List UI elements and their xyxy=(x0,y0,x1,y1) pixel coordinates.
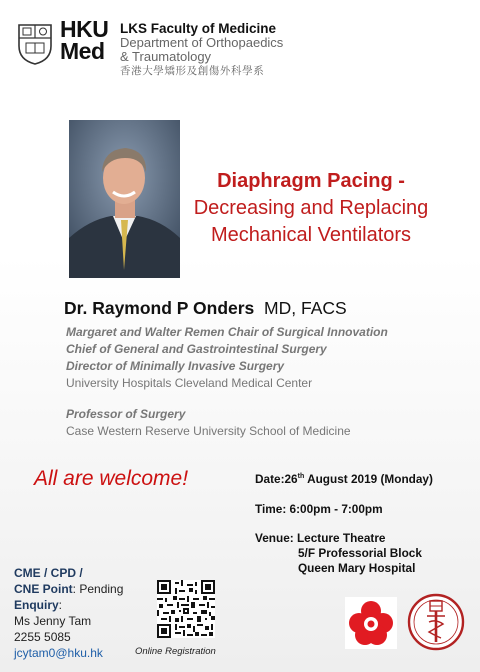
venue-label: Venue: xyxy=(255,531,294,545)
registration-qr-code-icon[interactable] xyxy=(157,580,215,638)
venue-line2: 5/F Professorial Block xyxy=(298,546,422,560)
speaker-name: Dr. Raymond P Onders xyxy=(64,298,255,318)
title-line2: Decreasing and Replacing xyxy=(193,197,429,219)
department-line1: Department of Orthopaedics xyxy=(120,35,284,50)
cne-label: CNE Point xyxy=(14,582,73,596)
speaker-role2: Chief of General and Gastrointestinal Surgery xyxy=(66,342,327,356)
speaker-portrait-icon xyxy=(69,120,180,278)
cme-logo-icon xyxy=(345,597,397,649)
hku-med-wordmark xyxy=(60,18,108,62)
cme-label: CME / CPD / xyxy=(14,566,83,580)
talk-title xyxy=(174,168,448,249)
contact-person: Ms Jenny Tam xyxy=(14,614,92,628)
speaker-name-line xyxy=(64,298,347,319)
date-suffix: th xyxy=(297,473,305,481)
speaker-org2: Case Western Reserve University School of Medicine xyxy=(66,424,351,438)
faculty-name: LKS Faculty of Medicine xyxy=(120,21,277,36)
department-line2: & Traumatology xyxy=(120,49,212,64)
date-rest: August 2019 (Monday) xyxy=(304,472,433,486)
speaker-role4: Professor of Surgery xyxy=(66,407,186,421)
speaker-affiliations xyxy=(66,324,388,440)
title-line3: Mechanical Ventilators xyxy=(210,224,412,246)
speaker-photo xyxy=(69,120,180,278)
hku-crest-icon xyxy=(16,22,54,66)
time-label: Time: xyxy=(255,502,287,516)
date-day: 26 xyxy=(284,472,298,486)
contact-block xyxy=(14,565,123,661)
hku-wordmark-line2: Med xyxy=(60,38,105,64)
time-value: 6:00pm - 7:00pm xyxy=(289,502,383,516)
date-label: Date: xyxy=(255,472,285,486)
enquiry-label: Enquiry xyxy=(14,598,59,612)
contact-phone: 2255 5085 xyxy=(14,630,71,644)
online-registration-label: Online Registration xyxy=(135,646,216,657)
speaker-org1: University Hospitals Cleveland Medical Center xyxy=(66,376,313,390)
event-venue xyxy=(255,531,422,576)
venue-line1: Lecture Theatre xyxy=(296,531,386,545)
hku-wordmark-line1: HKU xyxy=(60,16,109,42)
speaker-role3: Director of Minimally Invasive Surgery xyxy=(66,359,285,373)
venue-line3: Queen Mary Hospital xyxy=(298,561,416,575)
title-line1: Diaphragm Pacing - xyxy=(217,170,405,192)
orthopaedics-emblem-icon xyxy=(407,592,465,652)
contact-email-link[interactable]: jcytam0@hku.hk xyxy=(14,646,103,660)
event-date xyxy=(255,472,433,486)
speaker-credentials: MD, FACS xyxy=(264,298,347,318)
event-time xyxy=(255,502,383,516)
speaker-role1: Margaret and Walter Remen Chair of Surgical Innovation xyxy=(66,325,388,339)
enquiry-colon: : xyxy=(58,598,63,612)
cne-value: : Pending xyxy=(72,582,124,596)
welcome-text: All are welcome! xyxy=(34,467,189,490)
faculty-block xyxy=(120,22,283,78)
department-chinese: 香港大學矯形及創傷外科學系 xyxy=(120,65,265,77)
